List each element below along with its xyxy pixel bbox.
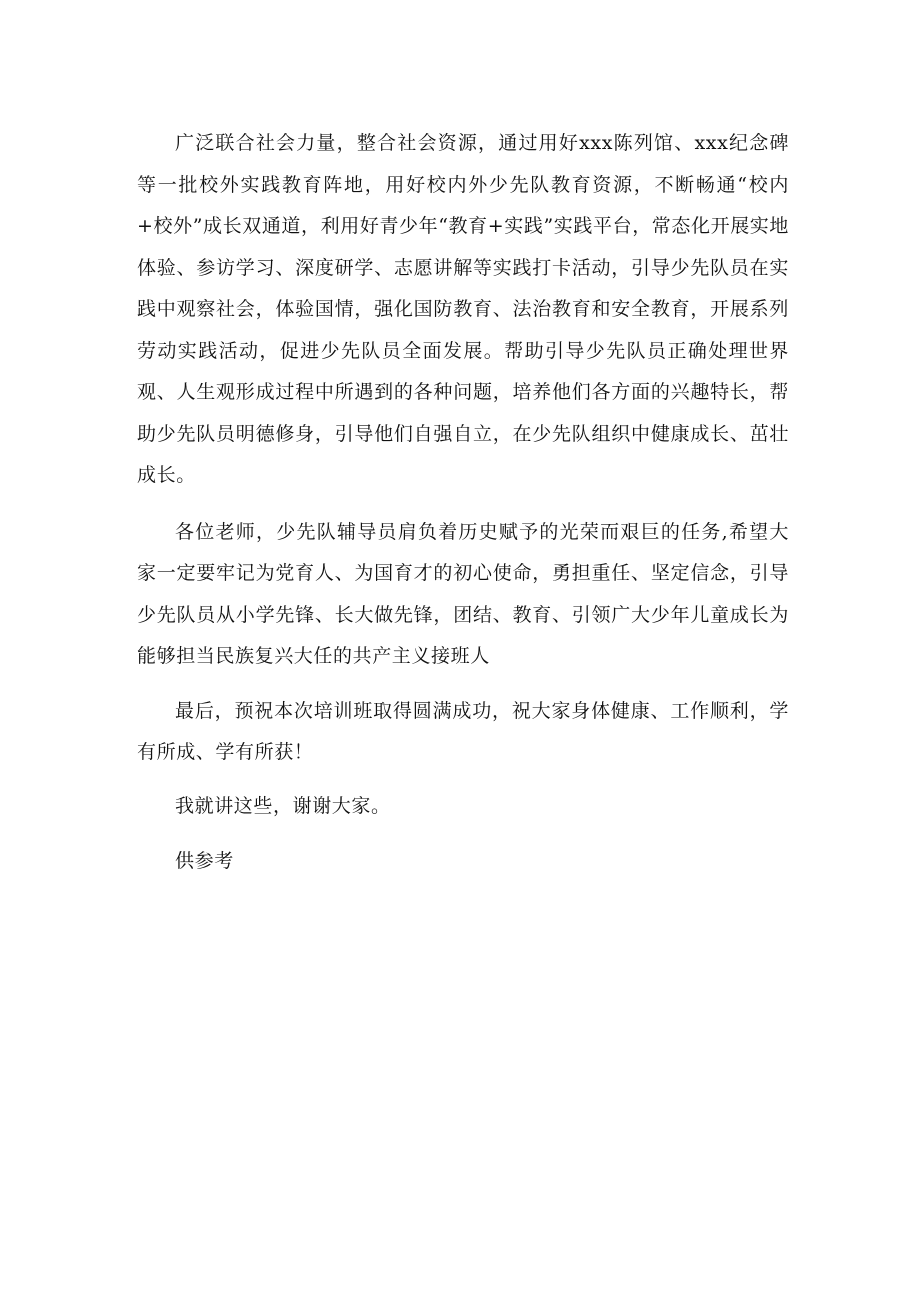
paragraph-reference-note: 供参考 [175,850,234,872]
paragraph-closing-wishes: 最后，预祝本次培训班取得圆满成功，祝大家身体健康、工作顺利，学有所成、学有所获！ [137,699,789,763]
paragraph-thanks: 我就讲这些，谢谢大家。 [175,794,391,817]
document-body [137,123,789,883]
paragraph-teacher-mission: 各位老师，少先队辅导员肩负着历史赋予的光荣而艰巨的任务,希望大家一定要牢记为党育人、为国育才的初心使命，勇担重任、坚定信念，引导少先队员从小学先锋、长大做先锋，团结、教育、引领广大少年儿童成长为能够担当民族复兴大任的共产主义接班人 [137,520,789,667]
paragraph-practice-activities: 广泛联合社会力量，整合社会资源，通过用好xxx陈列馆、xxx纪念碑等一批校外实践教育阵地，用好校内外少先队教育资源，不断畅通“校内+校外”成长双通道，利用好青少年“教育+实践”实践平台，常态化开展实地体验、参访学习、深度研学、志愿讲解等实践打卡活动，引导少先队员在实践中观察社会，体验国情，强化国防教育、法治教育和安全教育，开展系列劳动实践活动，促进少先队员全面发展。帮助引导少先队员正确处理世界观、人生观形成过程中所遇到的各种问题，培养他们各方面的兴趣特长，帮助少先队员明德修身，引导他们自强自立，在少先队组织中健康成长、茁壮成长。 [137,132,789,486]
